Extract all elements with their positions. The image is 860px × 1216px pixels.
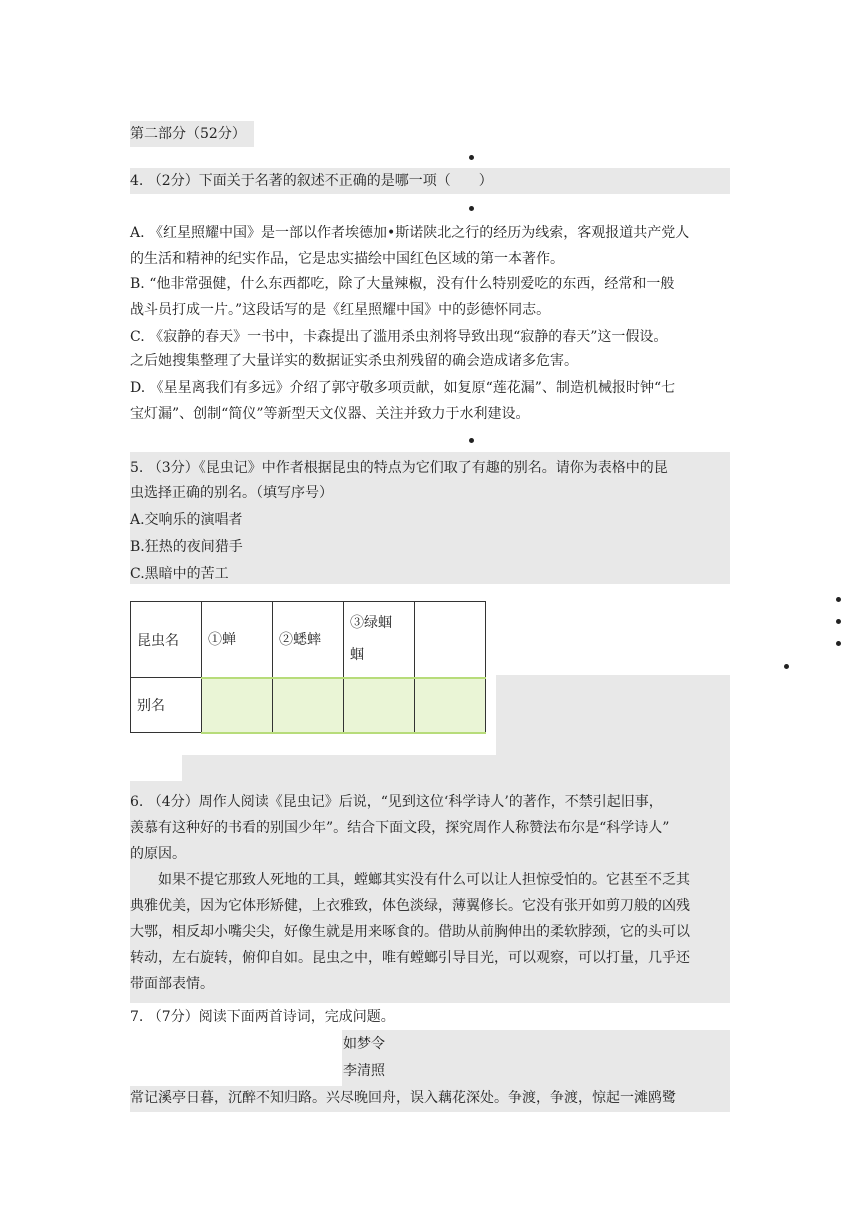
q5-choice-a: A.交响乐的演唱者: [130, 512, 243, 528]
insect-katydid-line1: ③绿蝈: [350, 615, 392, 632]
q6-passage-line1: 如果不提它那致人死地的工具，螳螂其实没有什么可以让人担惊受怕的。它甚至不乏其: [158, 872, 690, 888]
table-empty-cell: [415, 602, 486, 678]
insect-cricket: ②蟋蟀: [273, 602, 344, 678]
poem-author: 李清照: [343, 1063, 385, 1079]
q4-option-c-line1: C. 《寂静的春天》一书中，卡森提出了滥用杀虫剂将导致出现“寂静的春天”这一假设。: [130, 329, 668, 345]
q4-option-b-line2: 战斗员打成一片。”这段话写的是《红星照耀中国》中的彭德怀同志。: [130, 302, 551, 318]
insect-cicada: ①蝉: [202, 602, 273, 678]
q4-stem: 4. （2分）下面关于名著的叙述不正确的是哪一项（ ）: [130, 168, 730, 194]
poem-line: 常记溪亭日暮，沉醉不知归路。兴尽晚回舟，误入藕花深处。争渡，争渡，惊起一滩鸥鹭: [130, 1090, 676, 1106]
bullet-marker: [784, 664, 789, 669]
q7-title-shade: [342, 1030, 730, 1086]
section-title: 第二部分（52分）: [130, 121, 254, 147]
bullet-marker: [836, 619, 841, 624]
q6-stem-line1: 6. （4分）周作人阅读《昆虫记》后说，“见到这位‘科学诗人’的著作，不禁引起旧事，: [130, 794, 663, 810]
bullet-marker: [836, 597, 841, 602]
bullet-marker: [469, 438, 474, 443]
q4-option-d-line1: D. 《星星离我们有多远》介绍了郭守敬多项贡献，如复原“莲花漏”、制造机械报时钟“七: [130, 380, 676, 396]
table-bottom-shade: [182, 755, 730, 781]
q5-stem-line2: 虫选择正确的别名。（填写序号）: [130, 485, 333, 501]
insect-katydid: [344, 602, 415, 678]
bullet-marker: [469, 206, 474, 211]
q7-stem: 7. （7分）阅读下面两首诗词，完成问题。: [130, 1009, 395, 1025]
q5-stem-line1: 5. （3分）《昆虫记》中作者根据昆虫的特点为它们取了有趣的别名。请你为表格中的昆: [130, 460, 668, 476]
q4-option-c-line2: 之后她搜集整理了大量详实的数据证实杀虫剂残留的确会造成诸多危害。: [130, 353, 578, 369]
q6-passage-line4: 转动，左右旋转，俯仰自如。昆虫之中，唯有螳螂引导目光，可以观察，可以打量，几乎还: [130, 950, 690, 966]
alias-answer-katydid[interactable]: [344, 678, 415, 733]
q6-passage-line3: 大鄂，相反却小嘴尖尖，好像生就是用来啄食的。借助从前胸伸出的柔软脖颈，它的头可以: [130, 924, 690, 940]
q5-choice-c: C.黑暗中的苦工: [130, 566, 229, 582]
poem-title: 如梦令: [343, 1036, 385, 1052]
table-header-alias: 别名: [131, 678, 202, 733]
alias-answer-empty[interactable]: [415, 678, 486, 733]
q5-choice-b: B.狂热的夜间猎手: [130, 539, 243, 555]
bullet-marker: [836, 641, 841, 646]
q4-option-a-line1: A. 《红星照耀中国》是一部以作者埃德加•斯诺陕北之行的经历为线索，客观报道共产党人: [130, 225, 690, 241]
q6-passage-line2: 典雅优美，因为它体形矫健，上衣雅致，体色淡绿，薄翼修长。它没有张开如剪刀般的凶残: [130, 898, 690, 914]
q4-option-b-line1: B. “他非常强健，什么东西都吃，除了大量辣椒，没有什么特别爱吃的东西，经常和一般: [130, 276, 675, 292]
insect-katydid-line2: 蝈: [350, 647, 364, 664]
insect-table: [130, 601, 486, 734]
q6-passage-line5: 带面部表情。: [130, 976, 214, 992]
bullet-marker: [469, 155, 474, 160]
table-side-shade: [496, 675, 730, 755]
q4-option-d-line2: 宝灯漏”、创制“简仪”等新型天文仪器、关注并致力于水利建设。: [130, 406, 530, 422]
alias-answer-cicada[interactable]: [202, 678, 273, 733]
q4-option-a-line2: 的生活和精神的纪实作品，它是忠实描绘中国红色区域的第一本著作。: [130, 251, 564, 267]
alias-answer-cricket[interactable]: [273, 678, 344, 733]
table-header-insect: 昆虫名: [131, 602, 202, 678]
q6-stem-line2: 羡慕有这种好的书看的别国少年”。结合下面文段，探究周作人称赞法布尔是“科学诗人”: [130, 820, 670, 836]
q6-stem-line3: 的原因。: [130, 846, 186, 862]
